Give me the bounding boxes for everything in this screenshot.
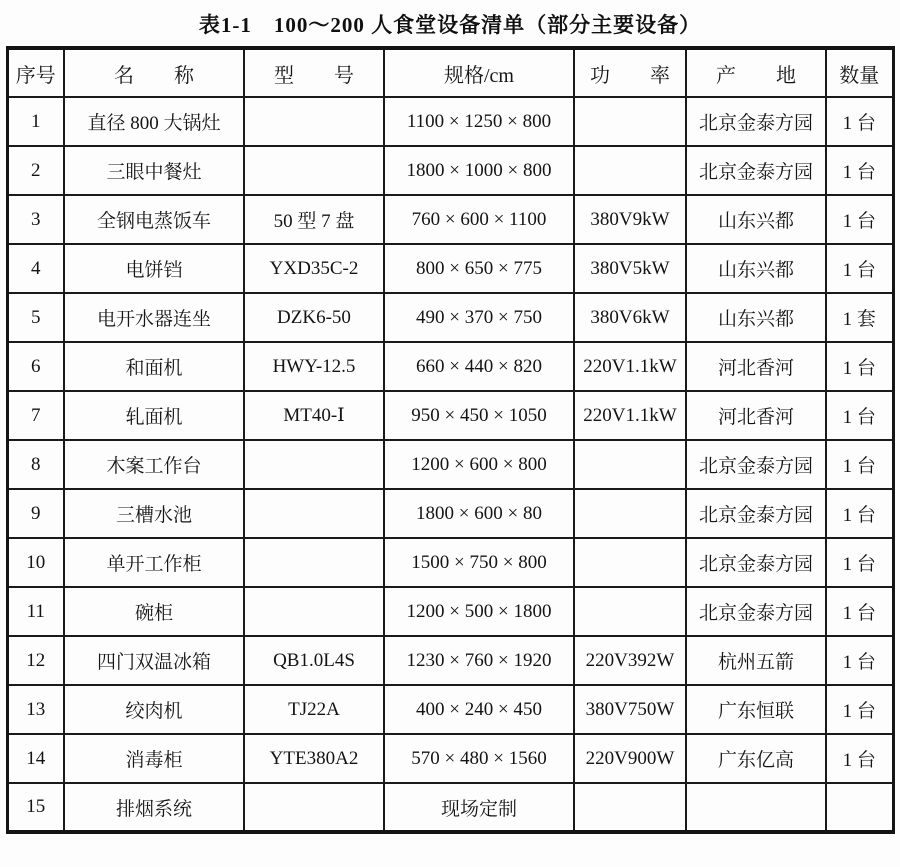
cell-qty: 1 台 bbox=[826, 97, 893, 146]
cell-spec: 1800 × 1000 × 800 bbox=[384, 146, 574, 195]
cell-origin: 河北香河 bbox=[686, 342, 826, 391]
cell-origin: 山东兴都 bbox=[686, 293, 826, 342]
cell-origin: 北京金泰方园 bbox=[686, 489, 826, 538]
cell-seq: 12 bbox=[7, 636, 64, 685]
cell-spec: 1230 × 760 × 1920 bbox=[384, 636, 574, 685]
table-row bbox=[7, 97, 893, 146]
cell-name: 单开工作柜 bbox=[64, 538, 244, 587]
cell-power bbox=[574, 783, 686, 832]
cell-name: 全钢电蒸饭车 bbox=[64, 195, 244, 244]
cell-seq: 7 bbox=[7, 391, 64, 440]
header-name: 名 称 bbox=[64, 48, 244, 97]
cell-power bbox=[574, 440, 686, 489]
cell-name: 四门双温冰箱 bbox=[64, 636, 244, 685]
cell-model: HWY-12.5 bbox=[244, 342, 384, 391]
cell-qty bbox=[826, 783, 893, 832]
cell-model bbox=[244, 587, 384, 636]
cell-spec: 1200 × 600 × 800 bbox=[384, 440, 574, 489]
cell-power bbox=[574, 97, 686, 146]
cell-spec: 400 × 240 × 450 bbox=[384, 685, 574, 734]
cell-seq: 5 bbox=[7, 293, 64, 342]
table-row bbox=[7, 538, 893, 587]
header-seq: 序号 bbox=[7, 48, 64, 97]
table-row bbox=[7, 685, 893, 734]
cell-qty: 1 台 bbox=[826, 734, 893, 783]
table-row bbox=[7, 636, 893, 685]
cell-seq: 9 bbox=[7, 489, 64, 538]
cell-name: 木案工作台 bbox=[64, 440, 244, 489]
table-row bbox=[7, 342, 893, 391]
cell-name: 三眼中餐灶 bbox=[64, 146, 244, 195]
header-qty: 数量 bbox=[826, 48, 893, 97]
table-title: 表1-1 100～200 人食堂设备清单（部分主要设备） bbox=[198, 13, 702, 37]
cell-model: YTE380A2 bbox=[244, 734, 384, 783]
cell-origin: 北京金泰方园 bbox=[686, 146, 826, 195]
cell-power: 220V900W bbox=[574, 734, 686, 783]
cell-name: 直径 800 大锅灶 bbox=[64, 97, 244, 146]
cell-model: TJ22A bbox=[244, 685, 384, 734]
cell-power: 380V9kW bbox=[574, 195, 686, 244]
header-spec: 规格/cm bbox=[384, 48, 574, 97]
cell-origin bbox=[686, 783, 826, 832]
cell-spec: 1100 × 1250 × 800 bbox=[384, 97, 574, 146]
cell-origin: 河北香河 bbox=[686, 391, 826, 440]
cell-origin: 北京金泰方园 bbox=[686, 97, 826, 146]
cell-spec: 800 × 650 × 775 bbox=[384, 244, 574, 293]
cell-power bbox=[574, 587, 686, 636]
table-row bbox=[7, 244, 893, 293]
header-origin: 产 地 bbox=[686, 48, 826, 97]
header-model: 型 号 bbox=[244, 48, 384, 97]
cell-seq: 3 bbox=[7, 195, 64, 244]
cell-power: 380V750W bbox=[574, 685, 686, 734]
cell-spec: 570 × 480 × 1560 bbox=[384, 734, 574, 783]
cell-power: 220V1.1kW bbox=[574, 391, 686, 440]
cell-origin: 北京金泰方园 bbox=[686, 587, 826, 636]
table-row bbox=[7, 293, 893, 342]
cell-model: QB1.0L4S bbox=[244, 636, 384, 685]
equipment-table bbox=[6, 46, 895, 834]
cell-name: 碗柜 bbox=[64, 587, 244, 636]
cell-origin: 山东兴都 bbox=[686, 244, 826, 293]
cell-qty: 1 台 bbox=[826, 538, 893, 587]
cell-qty: 1 台 bbox=[826, 195, 893, 244]
cell-qty: 1 套 bbox=[826, 293, 893, 342]
cell-name: 电开水器连坐 bbox=[64, 293, 244, 342]
cell-power: 380V6kW bbox=[574, 293, 686, 342]
table-row bbox=[7, 146, 893, 195]
cell-origin: 北京金泰方园 bbox=[686, 440, 826, 489]
cell-power: 220V392W bbox=[574, 636, 686, 685]
cell-power: 380V5kW bbox=[574, 244, 686, 293]
cell-power bbox=[574, 538, 686, 587]
cell-origin: 杭州五箭 bbox=[686, 636, 826, 685]
table-row bbox=[7, 440, 893, 489]
cell-name: 绞肉机 bbox=[64, 685, 244, 734]
cell-qty: 1 台 bbox=[826, 391, 893, 440]
cell-origin: 北京金泰方园 bbox=[686, 538, 826, 587]
cell-model bbox=[244, 440, 384, 489]
cell-name: 电饼铛 bbox=[64, 244, 244, 293]
cell-power bbox=[574, 489, 686, 538]
header-power: 功 率 bbox=[574, 48, 686, 97]
cell-qty: 1 台 bbox=[826, 342, 893, 391]
table-row bbox=[7, 734, 893, 783]
cell-seq: 10 bbox=[7, 538, 64, 587]
cell-spec: 950 × 450 × 1050 bbox=[384, 391, 574, 440]
cell-qty: 1 台 bbox=[826, 244, 893, 293]
cell-model bbox=[244, 146, 384, 195]
cell-spec: 1800 × 600 × 80 bbox=[384, 489, 574, 538]
cell-origin: 广东亿高 bbox=[686, 734, 826, 783]
cell-origin: 广东恒联 bbox=[686, 685, 826, 734]
cell-name: 和面机 bbox=[64, 342, 244, 391]
table-header-row bbox=[7, 48, 893, 97]
cell-model bbox=[244, 783, 384, 832]
cell-model bbox=[244, 489, 384, 538]
cell-name: 轧面机 bbox=[64, 391, 244, 440]
cell-origin: 山东兴都 bbox=[686, 195, 826, 244]
cell-seq: 14 bbox=[7, 734, 64, 783]
cell-spec: 1500 × 750 × 800 bbox=[384, 538, 574, 587]
cell-name: 排烟系统 bbox=[64, 783, 244, 832]
cell-model: 50 型 7 盘 bbox=[244, 195, 384, 244]
cell-qty: 1 台 bbox=[826, 489, 893, 538]
cell-power bbox=[574, 146, 686, 195]
cell-spec: 1200 × 500 × 1800 bbox=[384, 587, 574, 636]
table-row bbox=[7, 195, 893, 244]
cell-name: 三槽水池 bbox=[64, 489, 244, 538]
cell-spec: 660 × 440 × 820 bbox=[384, 342, 574, 391]
cell-qty: 1 台 bbox=[826, 440, 893, 489]
table-row bbox=[7, 489, 893, 538]
cell-qty: 1 台 bbox=[826, 587, 893, 636]
cell-seq: 6 bbox=[7, 342, 64, 391]
cell-model: DZK6-50 bbox=[244, 293, 384, 342]
cell-seq: 2 bbox=[7, 146, 64, 195]
cell-qty: 1 台 bbox=[826, 685, 893, 734]
table-row bbox=[7, 587, 893, 636]
cell-model bbox=[244, 538, 384, 587]
cell-spec: 760 × 600 × 1100 bbox=[384, 195, 574, 244]
cell-name: 消毒柜 bbox=[64, 734, 244, 783]
cell-seq: 15 bbox=[7, 783, 64, 832]
cell-seq: 4 bbox=[7, 244, 64, 293]
cell-qty: 1 台 bbox=[826, 146, 893, 195]
cell-power: 220V1.1kW bbox=[574, 342, 686, 391]
cell-spec: 490 × 370 × 750 bbox=[384, 293, 574, 342]
cell-seq: 11 bbox=[7, 587, 64, 636]
cell-model bbox=[244, 97, 384, 146]
cell-model: MT40-Ⅰ bbox=[244, 391, 384, 440]
table-row bbox=[7, 783, 893, 832]
cell-seq: 1 bbox=[7, 97, 64, 146]
table-row bbox=[7, 391, 893, 440]
cell-model: YXD35C-2 bbox=[244, 244, 384, 293]
cell-qty: 1 台 bbox=[826, 636, 893, 685]
cell-spec: 现场定制 bbox=[384, 783, 574, 832]
cell-seq: 13 bbox=[7, 685, 64, 734]
cell-seq: 8 bbox=[7, 440, 64, 489]
